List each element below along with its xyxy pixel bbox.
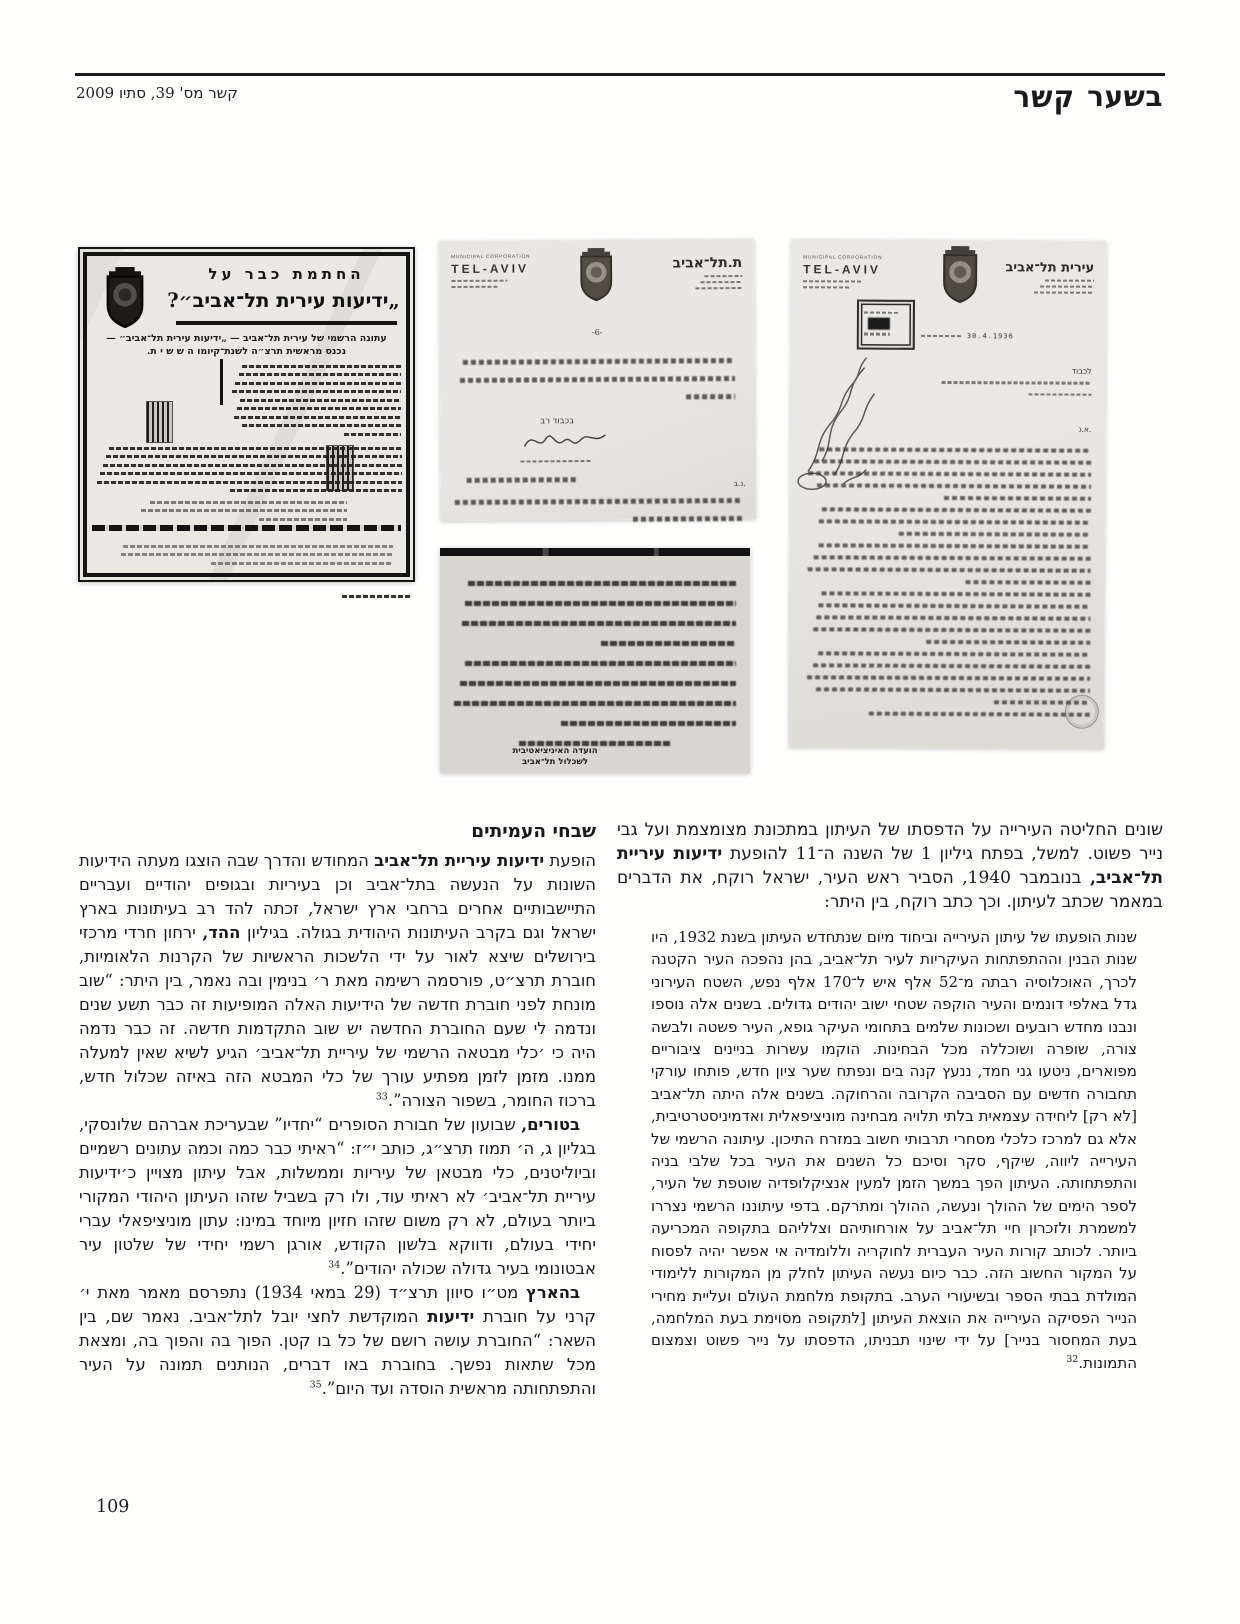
scan-text-line (234, 416, 401, 419)
scan-text-line (103, 464, 402, 467)
scan-text-line (463, 358, 735, 365)
scan-text-line (819, 603, 1091, 608)
address-block (942, 366, 1092, 399)
logo-main-text: בשער (1087, 80, 1163, 113)
excerpt-paragraph (454, 661, 736, 726)
scan-text-line (235, 382, 401, 385)
ad-body-text (94, 441, 402, 498)
scan-text-line (819, 543, 1091, 548)
scan-text-line (944, 496, 1091, 501)
scan-text-line (259, 518, 347, 521)
scan-text-line (97, 481, 402, 484)
letter-paragraph (807, 651, 1090, 704)
excerpt-signature-line-2: לשכלול תל־אביב (521, 757, 589, 767)
scan-letter-middle (439, 239, 756, 521)
letterhead-hebrew-address (673, 274, 743, 289)
scan-text-line (150, 501, 347, 504)
scan-printed-excerpt (440, 548, 750, 773)
scan-text-line (465, 601, 736, 606)
page-mark: -6- (591, 327, 603, 338)
postscript-mark: נ.ב. (733, 478, 746, 489)
ad-body-text (232, 359, 401, 441)
letter-paragraph (808, 507, 1091, 536)
letter-paragraph (807, 711, 1090, 716)
scan-text-line (815, 687, 1090, 692)
letterhead-hebrew-title: עירית תל־אביב (1005, 260, 1095, 276)
scan-text-line (822, 507, 1091, 512)
scan-text-line (468, 581, 736, 586)
letterhead-hebrew-address (1005, 279, 1094, 294)
scan-text-line (239, 373, 401, 376)
scan-text-line (242, 424, 401, 427)
signature-name-line (521, 460, 591, 463)
date-hebrew-part (921, 335, 963, 338)
letter-closing: בכבוד רב (540, 416, 575, 427)
ad-subtitle-2: נכנס מראשית תרצ״ה לשנת־קיומו ה ש ש י ת. (147, 346, 346, 357)
round-stamp-icon (1065, 695, 1099, 729)
scan-text-line (106, 455, 402, 458)
letterhead-address-line (451, 285, 497, 288)
registry-stamp-box (857, 300, 915, 350)
letter-body-text (460, 345, 735, 414)
municipal-emblem-icon (937, 246, 983, 306)
scan-text-line (211, 562, 393, 565)
letterhead-hebrew (672, 255, 742, 293)
scan-text-line (237, 407, 401, 410)
scan-text-line (822, 591, 1091, 596)
excerpt-body-text (440, 556, 750, 746)
letter-paragraph (808, 543, 1091, 584)
scan-text-line (1035, 291, 1095, 294)
to-label: לכבוד (1071, 366, 1092, 376)
scan-text-line (232, 390, 401, 393)
stamp-ink-blob (868, 317, 890, 329)
scan-text-line (819, 519, 1091, 524)
scan-text-line (109, 447, 402, 450)
scan-text-line (704, 274, 742, 277)
scan-text-line (465, 661, 736, 666)
scan-text-line (813, 627, 1090, 632)
ad-subtitle-1: עתונה הרשמי של עירית תל־אביב — „ידיעות עירית תל־אביב״ — (106, 333, 387, 344)
ad-caption (342, 589, 412, 603)
letterhead-address-line (803, 280, 861, 283)
issue-info: קשר מס' 39, סתיו 2009 (76, 84, 238, 102)
scan-text-line (344, 433, 401, 436)
scan-text-line (141, 509, 347, 512)
ad-decorative-line (220, 359, 223, 405)
article-column-left (79, 820, 596, 1401)
scan-text-line (1040, 285, 1094, 288)
letterhead-corporation-text: MUNICIPAL CORPORATION (803, 255, 883, 261)
signatory-role-line (467, 477, 579, 483)
scan-text-line (455, 498, 742, 505)
scan-text-line (633, 516, 742, 522)
article-paragraph: הופעת ידיעות עיריית תל־אביב המחודש והדרך שבה הוצגו מעתה הידיעות השונות על הנעשה בתל־אביב וכן בעיריות ובגופים יהודיים ועבריים התיישבותיים אחרים ברחבי ארץ ישראל, זכתה להד רב בעיתונות בארץ ישראל וגם בקרב העיתונות היהודית בגולה. בגיליון ההד, ירחון חרדי מרכזי בירושלים שיצא לאור על ידי הלשכות הראשיות של הקרנות הלאומיות, חוברת תרצ״ט, פורסמה רשימה מאת ר׳ בנימין ובה נאמר, בין היתר: “שוב מונחת לפני חוברת חדשה של הידיעות האלה המופיעות זה כבר תשע שנים ונדמה לי שעם החוברת החדשה יש שוב התקדמות חדשה. זה כבר נדמה היה כי ׳כלי מבטאה הרשמי של עיריית תל־אביב׳ הגיע לשיא שאין למעלה ממנו. מזמן לזמן מפתיע עורך של כלי המבטא הזה באיזה שכלול חדש, ברכוז החומר, בשפור הצורה”.$^{33}$ (79, 851, 597, 1110)
excerpt-signature (496, 746, 614, 768)
ad-rule (176, 321, 397, 325)
ad-pretitle: החתמת כבר על (208, 265, 365, 283)
scan-text-line (601, 641, 736, 646)
signature-icon (518, 426, 610, 455)
scan-text-line (813, 555, 1090, 560)
scan-text-line (808, 471, 1091, 476)
letterhead-address-line (803, 286, 851, 289)
letter-paragraph (807, 591, 1090, 644)
salutation: א.נ. (1078, 424, 1092, 434)
scan-text-line (820, 447, 1092, 452)
ad-stripe-block (146, 401, 173, 443)
scan-text-line (807, 675, 1090, 680)
scan-text-line (561, 721, 736, 726)
section-heading: שבחי העמיתים (471, 821, 596, 842)
letterhead-english (803, 255, 902, 292)
ad-headline: „ידיעות עירית תל־אביב״? (167, 289, 400, 312)
scan-text-line (700, 280, 743, 283)
scan-newspaper-ad (78, 247, 415, 582)
scan-text-line (686, 394, 736, 399)
scan-text-line (462, 621, 736, 626)
municipal-emblem-icon (575, 248, 617, 304)
article-paragraph: בהארץ מט״ו סיוון תרצ״ד (29 במאי 1934) נתפרסם מאמר מאת י׳ קרני על חוברת ידיעות המוקדשת לחצי יובל לתל־אביב. נאמר שם, בין השאר: “החוברת עושה רושם של כל בו קטן. הפוך בה והפוך בה, ומצאת מכל שתאות נפשך. בחוברת באו דברים, הנותנים תמונה על העיר והתפתחותה מראשית הוסדה ועד היום”.$^{35}$ (79, 1283, 596, 1398)
stamp-text-line (864, 333, 890, 336)
scan-text-line (696, 286, 743, 289)
scan-text-line (100, 472, 402, 475)
date-line (921, 332, 1014, 340)
letter-paragraph (808, 447, 1091, 500)
addressee-line (942, 381, 1092, 384)
stamp-text-line (864, 311, 899, 314)
city-line (1029, 393, 1092, 396)
header-rule (75, 73, 1165, 76)
article-intro-paragraph: שונים החליטה העירייה על הדפסתו של העיתון במתכונת מצומצמת ועל גבי נייר פשוט. למשל, בפתח גיליון 1 של השנה ה־11 להופעת ידיעות עיריית תל־אביב, בנובמבר 1940, הסביר ראש העיר, ישראל רוקח, את הדברים במאמר שכתב לעיתון. וכך כתב רוקח, בין היתר: (617, 820, 1164, 912)
scan-text-line (454, 701, 736, 706)
journal-logo (1013, 80, 1163, 113)
article-blockquote: שנות הופעתו של עיתון העירייה וביחוד מיום שנתחדש העיתון בשנת 1932, היו שנות הבנין וההתפתחות העיקריות לעיר תל־אביב, בהן נהפכה העיר הקטנה לכרך, האוכלוסיה רבתה מ־52 אלף איש ל־170 אלף נפש, השטח העירוני גדל באלפי דונמים והעיר הוקפה שטחי ישוב יהודים גדולים. בשנים אלה נוספו ונבנו מחדש רובעים ושכונות שלמים בתחומי העיקר גופא, העיר פשטה ולבשה צורה, שופרה ושוכללה מכל הבחינות. הוקמו עשרות בניינים ציבוריים מפוארים, ניטעו גני חמד, ננעץ קנה בים ונפתח שער ציון חדש, פותחו עורקי תחבורה חדשים עם הסביבה הקרובה והרחוקה. בשנים אלה היתה תל־אביב [לא רק] ליחידה עצמאית בלתי תלויה מבחינה מוניציפאלית ואדמיניסטרטיבית, אלא גם למרכז כלכלי מסחרי תרבותי חשוב במזרח התיכון. עיתונה הרשמי של העירייה ליווה, שיקף, סקר וסיכם כל השנים את העיר בכל שלבי בניה והתפתחותה. העיתון הפך במשך הזמן למעין אנציקלופדיה שוטפת של העיר, לספר הימים של ההולך ונעשה, ההולך ומתרקם. בדפי עיתוננו הרשמי נצררו למשמרת ולזכרון חיי תל־אביב על אורחותיהם וצלליהם בתקופה המכריעה ביותר. לכותב קורות העיר העברית לחוקריה וללומדיה אי אפשר יהיה לפסוח על המקור החשוב הזה. כבר כיום נעשה העיתון לחלק מן המקורות ללימודי המולדת בבתי הספר ובשיעורי הערב. בתקופת מלחמת העולם ועליית מחירי הנייר הפסיקה העירייה את הוצאת העיתון [לתקופה מסוימת בעת המלחמה, בעת המחסור בנייר] על ידי שינוי תבניתו, הדפסתו על נייר פשוט וצמצום התמונות.$^{32}$ (651, 928, 1138, 1372)
letterhead-corporation-text: MUNICIPAL CORPORATION (451, 254, 531, 260)
ad-fine-print (100, 539, 393, 570)
scan-text-line (817, 483, 1092, 488)
postscript-text (455, 485, 742, 536)
scan-text-line (230, 489, 402, 492)
scan-text-line (816, 615, 1091, 620)
scan-text-line (898, 532, 1090, 537)
scan-letter-right (789, 239, 1107, 749)
letterhead-hebrew (1005, 260, 1094, 297)
excerpt-signature-line-1: הועדה האיניציאטיבית (512, 746, 598, 756)
article-paragraph: בטורים, שבועון של חבורת הסופרים “יחדיו” שבעריכת אברהם שלונסקי, בגליון ג, ה׳ תמוז תרצ״ג, כותב י״ז: “ראיתי כבר כמה וכמה עתונים רשמיים וביוליטנים, כלי מבטאן של עיריות וממשלות, אבל עיתון מצויין כ׳ידיעות עיריית תל־אביב׳ לא ראיתי עוד, ולו רק בשביל שזהו העיתון היהודי המקורי ביותר בעולם, לא רק משום שזהו חזיון מיוחד במינו: עתון מוניציפאלי עברי יחידי בעולם, ודווקא בלשון הקודש, אורגן רשמי יחידי של שלטון עיר אבטונומי בעיר גדולה שכולה יהודים”.$^{34}$ (79, 1115, 596, 1278)
logo-accent-text: קשר (1013, 78, 1076, 115)
date-value: 30.4.1936 (966, 332, 1014, 341)
scan-text-line (121, 553, 393, 556)
ad-fine-print (128, 495, 347, 526)
letter-body-text (807, 439, 1091, 724)
scan-text-line (123, 545, 393, 548)
scan-text-line (926, 640, 1090, 645)
excerpt-paragraph (454, 581, 736, 646)
scan-text-line (818, 651, 1090, 656)
municipal-emblem-icon (98, 267, 152, 331)
scan-text-line (808, 567, 1091, 572)
letterhead-address-line (451, 279, 507, 282)
letterhead-telaviv-text: TEL-AVIV (803, 262, 881, 277)
scan-text-line (242, 365, 401, 368)
page-number: 109 (96, 1497, 130, 1517)
scan-text-line (240, 399, 401, 402)
excerpt-header-bar (440, 548, 750, 556)
scan-text-line (814, 459, 1091, 464)
scan-text-line (813, 663, 1090, 668)
letterhead-hebrew-title: ת.תל־אביב (672, 254, 743, 272)
letterhead-english (451, 254, 550, 291)
scan-text-line (1045, 279, 1094, 282)
scan-text-line (342, 595, 412, 598)
letterhead-telaviv-text: TEL-AVIV (451, 261, 530, 277)
ad-bold-price-line (92, 525, 401, 531)
scan-text-line (460, 681, 736, 686)
scan-text-line (869, 712, 1090, 717)
article-column-right (617, 818, 1163, 1374)
scan-text-line (966, 580, 1091, 585)
scan-text-line (460, 376, 735, 383)
